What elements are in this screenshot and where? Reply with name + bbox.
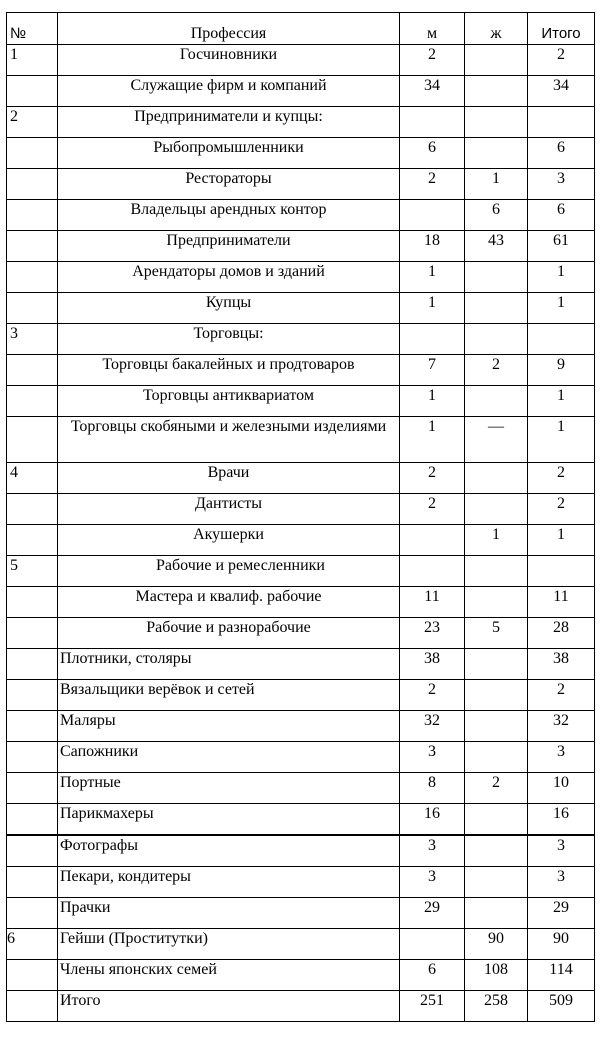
row-male-count-text: 8: [428, 774, 436, 791]
row-profession-text: Рабочие и ремесленники: [156, 557, 325, 574]
row-profession-text: Владельцы арендных контор: [130, 201, 327, 218]
row-female-count: [465, 773, 528, 804]
table-row: [7, 711, 595, 742]
row-profession: [58, 417, 400, 463]
row-male-count-text: 3: [428, 743, 436, 760]
row-number: [7, 293, 58, 324]
row-total-count: [528, 618, 595, 649]
table-row: [7, 991, 595, 1022]
row-total-count-text: 2: [557, 495, 565, 512]
row-male-count: [400, 76, 465, 107]
row-number-text: 4: [10, 464, 18, 481]
row-profession-text: Итого: [60, 992, 101, 1009]
row-number: [7, 324, 58, 355]
row-total-count-text: 29: [553, 899, 569, 916]
row-total-count: [528, 386, 595, 417]
row-total-count-text: 1: [557, 526, 565, 543]
row-male-count-text: 11: [424, 588, 440, 605]
row-total-count-text: 6: [557, 139, 565, 156]
row-number: [7, 76, 58, 107]
row-total-count-text: 32: [553, 712, 569, 729]
row-profession-text: Портные: [60, 774, 121, 791]
row-number: [7, 804, 58, 836]
row-profession: [58, 293, 400, 324]
table-row: [7, 386, 595, 417]
table-row: [7, 587, 595, 618]
row-female-count: [465, 525, 528, 556]
row-female-count-text: 6: [492, 201, 500, 218]
row-total-count: [528, 138, 595, 169]
row-profession: [58, 835, 400, 867]
table-row: [7, 262, 595, 293]
row-profession: [58, 324, 400, 355]
row-number-text: 3: [10, 325, 18, 342]
row-profession: [58, 680, 400, 711]
row-profession: [58, 355, 400, 386]
row-female-count-text: 2: [492, 356, 500, 373]
row-female-count: [465, 324, 528, 355]
row-total-count: [528, 293, 595, 324]
row-female-count: [465, 494, 528, 525]
row-total-count-text: 1: [557, 263, 565, 280]
row-total-count: [528, 991, 595, 1022]
row-male-count-text: 18: [424, 232, 440, 249]
row-total-count-text: 1: [557, 387, 565, 404]
row-number-text: 1: [10, 46, 18, 63]
row-female-count: [465, 587, 528, 618]
row-female-count: [465, 417, 528, 463]
row-profession-text: Служащие фирм и компаний: [130, 77, 327, 94]
row-total-count: [528, 711, 595, 742]
row-total-count: [528, 773, 595, 804]
row-profession-text: Прачки: [60, 899, 111, 916]
row-profession: [58, 45, 400, 76]
row-total-count: [528, 867, 595, 898]
row-female-count: [465, 991, 528, 1022]
row-total-count: [528, 262, 595, 293]
table-row: [7, 835, 595, 867]
row-number: [7, 556, 58, 587]
row-female-count-text: 90: [488, 930, 504, 947]
row-male-count: [400, 200, 465, 231]
table-row: [7, 417, 595, 463]
row-male-count: [400, 386, 465, 417]
row-total-count-text: 9: [557, 356, 565, 373]
row-male-count: [400, 711, 465, 742]
row-total-count-text: 2: [557, 681, 565, 698]
table-row: [7, 463, 595, 494]
row-male-count: [400, 231, 465, 262]
row-profession-text: Рабочие и разнорабочие: [146, 619, 311, 636]
row-number-text: 6: [7, 930, 15, 947]
table-row: [7, 76, 595, 107]
row-female-count-text: 1: [492, 526, 500, 543]
row-number: [7, 773, 58, 804]
row-number: [7, 262, 58, 293]
row-profession: [58, 231, 400, 262]
row-total-count-text: 28: [553, 619, 569, 636]
row-female-count: [465, 649, 528, 680]
row-male-count-text: 34: [424, 77, 440, 94]
row-profession: [58, 386, 400, 417]
row-male-count-text: 16: [424, 805, 440, 822]
row-profession-text: Рыбопромышленники: [153, 139, 304, 156]
row-male-count: [400, 649, 465, 680]
table-row: [7, 898, 595, 929]
row-profession-text: Плотники, столяры: [60, 650, 192, 667]
row-number: [7, 525, 58, 556]
row-female-count-text: 2: [492, 774, 500, 791]
row-male-count-text: 32: [424, 712, 440, 729]
row-total-count-text: 2: [557, 46, 565, 63]
row-total-count: [528, 324, 595, 355]
row-female-count: [465, 169, 528, 200]
row-profession: [58, 898, 400, 929]
row-profession: [58, 929, 400, 960]
header-total: Итого: [528, 13, 595, 45]
row-total-count-text: 114: [549, 961, 573, 978]
row-male-count: [400, 556, 465, 587]
table-row: [7, 200, 595, 231]
row-profession-text: Предприниматели: [166, 232, 291, 249]
row-female-count: [465, 262, 528, 293]
row-number: [7, 898, 58, 929]
row-profession: [58, 138, 400, 169]
row-profession-text: Сапожники: [60, 743, 139, 760]
row-male-count-text: 1: [428, 387, 436, 404]
row-profession: [58, 804, 400, 836]
row-profession: [58, 960, 400, 991]
row-profession: [58, 200, 400, 231]
row-profession-text: Акушерки: [193, 526, 264, 543]
row-female-count-text: 258: [484, 992, 508, 1009]
table-row: [7, 618, 595, 649]
table-row: [7, 138, 595, 169]
row-total-count: [528, 680, 595, 711]
row-male-count: [400, 324, 465, 355]
row-male-count-text: 1: [428, 418, 436, 435]
row-number-text: 5: [10, 557, 18, 574]
row-female-count: [465, 463, 528, 494]
row-female-count: [465, 386, 528, 417]
row-number: [7, 867, 58, 898]
row-total-count-text: 2: [557, 464, 565, 481]
row-profession: [58, 773, 400, 804]
row-number: [7, 711, 58, 742]
table-row: [7, 960, 595, 991]
row-male-count-text: 2: [428, 495, 436, 512]
table-row: [7, 804, 595, 836]
row-male-count-text: 2: [428, 464, 436, 481]
table-row: [7, 556, 595, 587]
row-number: [7, 742, 58, 773]
table-row: [7, 742, 595, 773]
row-total-count: [528, 960, 595, 991]
row-female-count: [465, 355, 528, 386]
header-male: м: [400, 13, 465, 45]
row-profession: [58, 867, 400, 898]
row-total-count-text: 10: [553, 774, 569, 791]
table-row: [7, 107, 595, 138]
row-male-count: [400, 587, 465, 618]
table-row: [7, 293, 595, 324]
row-female-count: [465, 680, 528, 711]
row-profession-text: Дантисты: [195, 495, 262, 512]
row-total-count: [528, 76, 595, 107]
row-total-count: [528, 45, 595, 76]
row-profession: [58, 618, 400, 649]
table-row: [7, 231, 595, 262]
row-number: [7, 107, 58, 138]
row-profession-text: Купцы: [205, 294, 252, 311]
row-male-count-text: 23: [424, 619, 440, 636]
row-female-count: [465, 45, 528, 76]
row-male-count: [400, 525, 465, 556]
row-total-count: [528, 417, 595, 463]
row-total-count-text: 6: [557, 201, 565, 218]
row-total-count-text: 34: [553, 77, 569, 94]
row-number-text: 2: [10, 108, 18, 125]
row-total-count-text: 509: [549, 992, 573, 1009]
row-male-count: [400, 293, 465, 324]
row-female-count: [465, 742, 528, 773]
row-male-count: [400, 929, 465, 960]
row-male-count-text: 29: [424, 899, 440, 916]
row-male-count: [400, 355, 465, 386]
row-profession: [58, 494, 400, 525]
profession-table: [6, 12, 595, 1022]
table-row: [7, 494, 595, 525]
row-number: [7, 618, 58, 649]
row-male-count-text: 1: [428, 263, 436, 280]
row-total-count: [528, 742, 595, 773]
row-profession-text: Члены японских семей: [60, 961, 217, 978]
row-total-count: [528, 463, 595, 494]
row-profession: [58, 463, 400, 494]
header-profession: Профессия: [58, 13, 400, 45]
row-total-count: [528, 835, 595, 867]
row-male-count: [400, 835, 465, 867]
header-number: №: [7, 13, 58, 45]
row-male-count: [400, 804, 465, 836]
row-male-count: [400, 618, 465, 649]
table-row: [7, 324, 595, 355]
row-female-count-text: 108: [484, 961, 508, 978]
header-female: ж: [465, 13, 528, 45]
row-profession-text: Торговцы бакалейных и продтоваров: [102, 356, 355, 373]
row-profession-text: Госчиновники: [179, 46, 278, 63]
row-male-count-text: 6: [428, 139, 436, 156]
row-profession: [58, 107, 400, 138]
row-number: [7, 991, 58, 1022]
row-profession-text: Арендаторы домов и зданий: [132, 263, 325, 280]
row-total-count-text: 3: [557, 837, 565, 854]
row-male-count: [400, 494, 465, 525]
row-male-count-text: 2: [428, 681, 436, 698]
row-male-count: [400, 138, 465, 169]
row-total-count-text: 90: [553, 930, 569, 947]
row-number: [7, 231, 58, 262]
row-male-count: [400, 960, 465, 991]
row-profession-text: Врачи: [207, 464, 250, 481]
row-male-count: [400, 773, 465, 804]
row-female-count: [465, 711, 528, 742]
row-number: [7, 169, 58, 200]
row-female-count: [465, 898, 528, 929]
row-profession: [58, 587, 400, 618]
row-profession-text: Пекари, кондитеры: [60, 868, 191, 885]
row-number: [7, 960, 58, 991]
row-female-count: [465, 231, 528, 262]
row-profession-text: Вязальщики верёвок и сетей: [60, 681, 255, 698]
row-male-count-text: 6: [428, 961, 436, 978]
table-row: [7, 525, 595, 556]
row-total-count-text: 61: [553, 232, 569, 249]
row-male-count: [400, 107, 465, 138]
row-female-count: [465, 200, 528, 231]
row-male-count-text: 2: [428, 46, 436, 63]
row-profession-text: Торговцы:: [193, 325, 264, 342]
row-total-count: [528, 898, 595, 929]
row-total-count: [528, 231, 595, 262]
row-male-count: [400, 867, 465, 898]
row-profession-text: Мастера и квалиф. рабочие: [135, 588, 322, 605]
row-male-count-text: 3: [428, 868, 436, 885]
row-profession: [58, 649, 400, 680]
table-row: [7, 929, 595, 960]
row-male-count-text: 251: [420, 992, 444, 1009]
row-female-count: [465, 293, 528, 324]
row-total-count-text: 3: [557, 170, 565, 187]
row-total-count: [528, 804, 595, 836]
row-total-count: [528, 587, 595, 618]
table-row: [7, 680, 595, 711]
row-profession: [58, 76, 400, 107]
row-total-count-text: 1: [557, 418, 565, 435]
row-number: [7, 929, 58, 960]
row-total-count-text: 1: [557, 294, 565, 311]
row-female-count: [465, 960, 528, 991]
row-female-count: [465, 138, 528, 169]
row-profession: [58, 711, 400, 742]
row-male-count: [400, 417, 465, 463]
row-total-count: [528, 929, 595, 960]
row-profession-text: Гейши (Проститутки): [60, 930, 208, 947]
row-total-count-text: 11: [553, 588, 569, 605]
row-number: [7, 200, 58, 231]
row-number: [7, 463, 58, 494]
row-profession-text: Рестораторы: [185, 170, 272, 187]
row-total-count: [528, 556, 595, 587]
row-female-count: [465, 76, 528, 107]
row-female-count-text: —: [488, 418, 504, 435]
row-number: [7, 680, 58, 711]
row-total-count-text: 38: [553, 650, 569, 667]
row-number: [7, 355, 58, 386]
row-profession-text: Маляры: [60, 712, 116, 729]
row-male-count: [400, 169, 465, 200]
table-row: [7, 355, 595, 386]
row-female-count: [465, 929, 528, 960]
row-number: [7, 386, 58, 417]
row-male-count-text: 3: [428, 837, 436, 854]
table-row: [7, 45, 595, 76]
row-total-count: [528, 107, 595, 138]
row-profession: [58, 991, 400, 1022]
row-profession: [58, 525, 400, 556]
row-female-count-text: 43: [488, 232, 504, 249]
row-female-count: [465, 835, 528, 867]
row-number: [7, 45, 58, 76]
row-female-count: [465, 556, 528, 587]
row-profession: [58, 742, 400, 773]
row-male-count: [400, 680, 465, 711]
row-total-count: [528, 355, 595, 386]
row-male-count: [400, 262, 465, 293]
row-profession-text: Торговцы скобяными и железными изделиями: [70, 418, 387, 435]
row-profession: [58, 169, 400, 200]
row-profession: [58, 262, 400, 293]
table-row: [7, 773, 595, 804]
table-row: [7, 169, 595, 200]
row-male-count-text: 1: [428, 294, 436, 311]
row-total-count: [528, 649, 595, 680]
row-male-count: [400, 463, 465, 494]
row-total-count-text: 3: [557, 743, 565, 760]
row-male-count-text: 38: [424, 650, 440, 667]
row-male-count: [400, 898, 465, 929]
table-row: [7, 649, 595, 680]
row-male-count-text: 2: [428, 170, 436, 187]
row-total-count: [528, 169, 595, 200]
row-female-count-text: 5: [492, 619, 500, 636]
row-profession-text: Торговцы антиквариатом: [143, 387, 314, 404]
row-female-count: [465, 618, 528, 649]
row-total-count-text: 3: [557, 868, 565, 885]
row-female-count-text: 1: [492, 170, 500, 187]
row-total-count-text: 16: [553, 805, 569, 822]
row-female-count: [465, 804, 528, 836]
row-male-count-text: 7: [428, 356, 436, 373]
row-number: [7, 417, 58, 463]
row-number: [7, 138, 58, 169]
row-male-count: [400, 742, 465, 773]
row-profession-text: Парикмахеры: [60, 805, 154, 822]
row-total-count: [528, 200, 595, 231]
row-female-count: [465, 107, 528, 138]
row-total-count: [528, 525, 595, 556]
row-female-count: [465, 867, 528, 898]
row-number: [7, 587, 58, 618]
row-male-count: [400, 45, 465, 76]
row-number: [7, 835, 58, 867]
row-profession: [58, 556, 400, 587]
row-male-count: [400, 991, 465, 1022]
row-profession-text: Предприниматели и купцы:: [134, 108, 323, 125]
table-header-row: [7, 13, 595, 45]
row-profession-text: Фотографы: [60, 837, 138, 854]
row-total-count: [528, 494, 595, 525]
row-number: [7, 649, 58, 680]
table-row: [7, 867, 595, 898]
row-number: [7, 494, 58, 525]
